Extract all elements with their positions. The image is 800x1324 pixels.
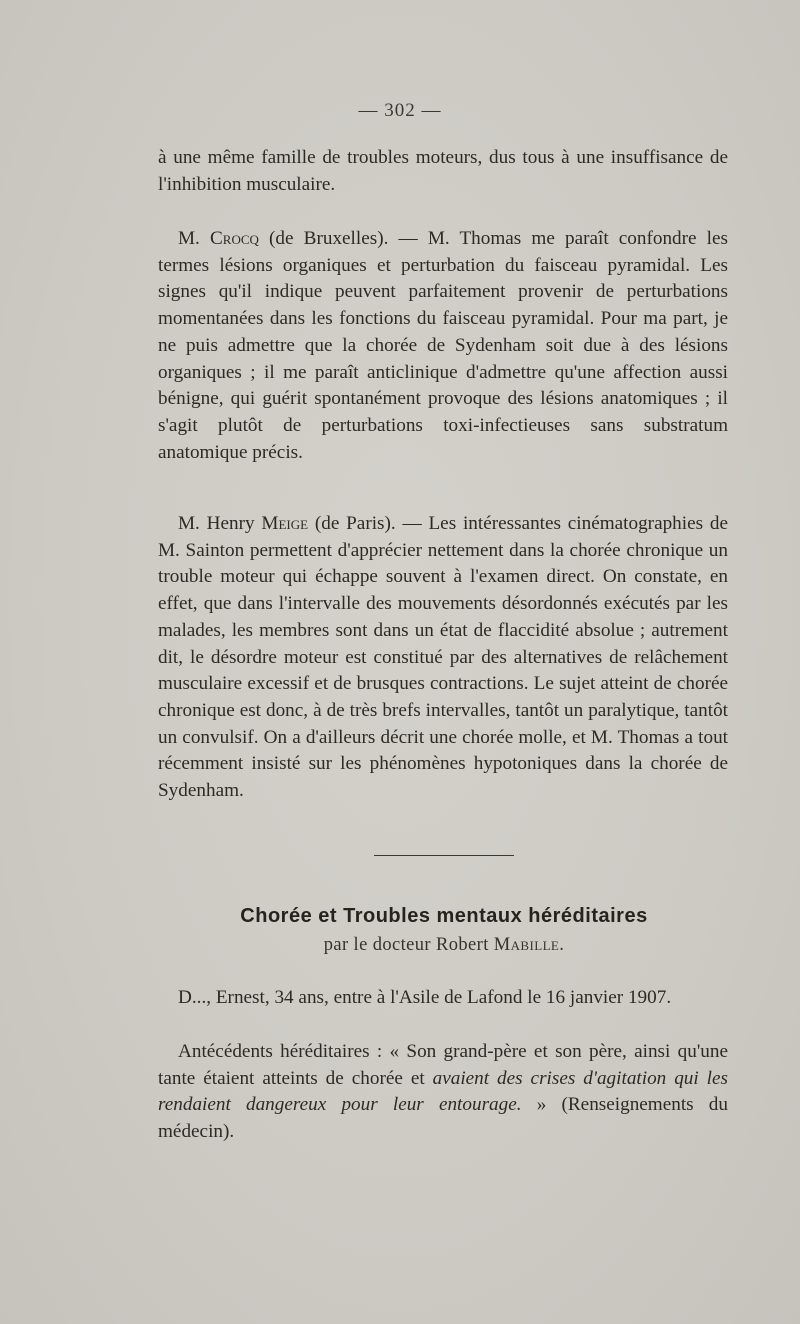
speaker-name: Meige xyxy=(261,513,309,534)
paragraph-text xyxy=(158,226,728,466)
paragraph-text: D..., Ernest, 34 ans, entre à l'Asile de Lafond le 16 janvier 1907. xyxy=(178,987,672,1008)
section-divider xyxy=(374,855,514,856)
page-number: — 302 — xyxy=(358,100,442,121)
paragraph-crocq xyxy=(158,226,728,466)
paragraph-antecedents xyxy=(158,1039,728,1146)
paragraph-text: à une même famille de troubles moteurs, dus tous à une insuffisance de l'inhibition musculaire. xyxy=(158,147,728,195)
paragraph-tail: » (Renseignements du médecin). xyxy=(158,1094,728,1143)
paragraph-continuation xyxy=(158,145,728,198)
paragraph-text xyxy=(158,1039,728,1146)
paragraph-text xyxy=(158,511,728,805)
speaker-prefix: M. Henry xyxy=(178,513,262,534)
speaker-prefix: M. xyxy=(178,228,210,249)
paragraph-body: (de Bruxelles). — M. Thomas me paraît confondre les termes lésions organiques et perturbation du faisceau pyramidal. Les signes qu'il indique peuvent parfaitement provenir de perturbations momentanées dans les fonctions du faisceau pyramidal. Pour ma part, je ne puis admettre que la chorée de Sydenham soit due à des lésions organiques ; il me paraît anticlinique d'admettre qu'une affection aussi bénigne, qui guérit spontanément provoque des lésions anatomiques ; il s'agit plutôt de perturbations toxi-infectieuses sans substratum anatomique précis. xyxy=(158,228,728,463)
paragraph-patient xyxy=(158,985,728,1012)
paragraph-body: (de Paris). — Les intéressantes cinématographies de M. Sainton permettent d'apprécier nettement dans la chorée chronique un trouble moteur qui échappe souvent à l'examen direct. On constate, en effet, que dans l'intervalle des mouvements désordonnés exécutés par les malades, les membres sont dans un état de flaccidité absolue ; autrement dit, le désordre moteur est constitué par des alternatives de relâchement musculaire excessif et de brusques contractions. Le sujet atteint de chorée chronique est donc, à de très brefs intervalles, tantôt un paralytique, tantôt un convulsif. On a d'ailleurs décrit une chorée molle, et M. Thomas a tout récemment insisté sur les phénomènes hypotoniques dans la chorée de Sydenham. xyxy=(158,513,728,802)
paragraph-italic-quote: avaient des crises d'agitation qui les rendaient dangereux pour leur entourage. xyxy=(158,1067,728,1116)
paragraph-lead: Antécédents héréditaires : « Son grand-père et son père, ainsi qu'une tante étaient atteints de chorée et xyxy=(158,1041,728,1089)
byline-suffix: . xyxy=(559,935,565,955)
byline-author: Mabille xyxy=(493,935,560,955)
section-byline xyxy=(0,935,800,956)
byline-prefix: par le docteur Robert xyxy=(323,935,494,955)
section-title: Chorée et Troubles mentaux héréditaires xyxy=(240,905,648,927)
speaker-name: Crocq xyxy=(209,228,259,249)
paragraph-meige xyxy=(158,511,728,805)
